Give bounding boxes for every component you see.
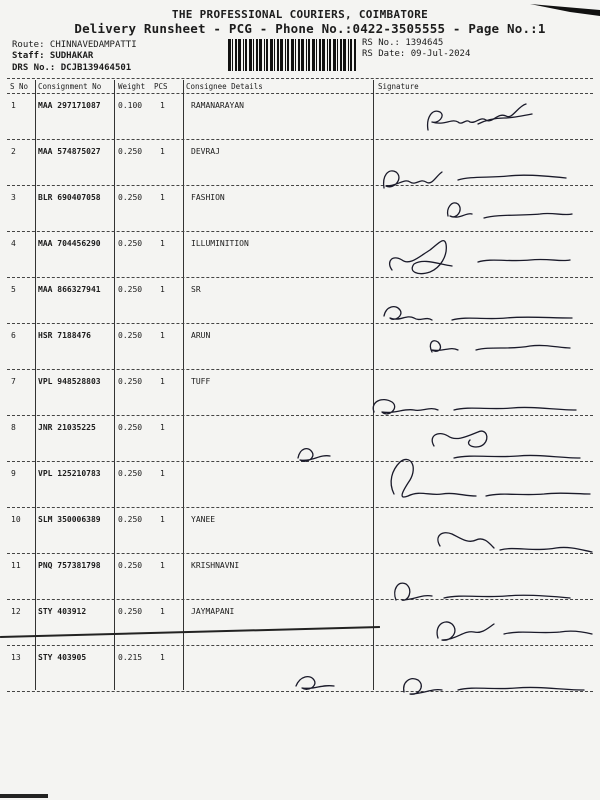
cell-consignee: YANEE xyxy=(191,515,216,524)
cell-weight: 0.250 xyxy=(118,147,143,156)
drs-number: DRS No.: DCJB139464501 xyxy=(12,63,132,73)
signature-3 xyxy=(448,203,472,217)
scan-artifact-line xyxy=(0,626,380,638)
cell-sno: 3 xyxy=(11,193,16,202)
barcode-bar xyxy=(337,39,338,71)
cell-pcs: 1 xyxy=(160,331,165,340)
cell-weight: 0.250 xyxy=(118,561,143,570)
barcode-bar xyxy=(228,39,231,71)
col-header-consignment: Consignment No xyxy=(38,82,102,91)
barcode-bar xyxy=(340,39,342,71)
cell-consignment: STY 403905 xyxy=(38,653,87,662)
cell-consignee: JAYMAPANI xyxy=(191,607,235,616)
barcode-bar xyxy=(291,39,294,71)
cell-weight: 0.250 xyxy=(118,377,143,386)
barcode-bar xyxy=(270,39,273,71)
barcode-bar xyxy=(264,39,265,71)
cell-consignee: ARUN xyxy=(191,331,211,340)
cell-weight: 0.250 xyxy=(118,607,143,616)
cell-consignment: MAA 297171087 xyxy=(38,101,101,110)
row-separator xyxy=(7,645,593,646)
cell-consignment: SLM 350006389 xyxy=(38,515,101,524)
signature-7 xyxy=(373,400,438,414)
barcode-bar xyxy=(235,39,237,71)
cell-pcs: 1 xyxy=(160,607,165,616)
barcode-icon xyxy=(228,39,356,71)
cell-pcs: 1 xyxy=(160,423,165,432)
row-separator xyxy=(7,507,593,508)
signature-5 xyxy=(384,307,432,320)
row-separator xyxy=(7,461,593,462)
company-title: THE PROFESSIONAL COURIERS, COIMBATORE xyxy=(171,8,429,21)
barcode-bar xyxy=(256,39,258,71)
row-separator xyxy=(7,277,593,278)
runsheet-title: Delivery Runsheet - PCG - Phone No.:0422-3505555 - Page No.:1 xyxy=(74,21,546,36)
cell-sno: 7 xyxy=(11,377,16,386)
col-header-consignee: Consignee Details xyxy=(186,82,263,91)
cell-consignment: MAA 866327941 xyxy=(38,285,101,294)
barcode-bar xyxy=(329,39,331,71)
cell-pcs: 1 xyxy=(160,239,165,248)
cell-weight: 0.250 xyxy=(118,239,143,248)
signature-1 xyxy=(428,104,526,130)
cell-consignment: HSR 7188476 xyxy=(38,331,91,340)
cell-pcs: 1 xyxy=(160,193,165,202)
cell-sno: 1 xyxy=(11,101,16,110)
cell-weight: 0.250 xyxy=(118,285,143,294)
barcode-bar xyxy=(301,39,304,71)
cell-sno: 12 xyxy=(11,607,21,616)
cell-pcs: 1 xyxy=(160,147,165,156)
cell-sno: 2 xyxy=(11,147,16,156)
cell-pcs: 1 xyxy=(160,653,165,662)
cell-consignee: TUFF xyxy=(191,377,211,386)
barcode-bar xyxy=(253,39,254,71)
signature-9 xyxy=(391,459,476,497)
cell-pcs: 1 xyxy=(160,101,165,110)
cell-consignee: ILLUMINITION xyxy=(191,239,249,248)
cell-consignment: PNQ 757381798 xyxy=(38,561,101,570)
cell-sno: 6 xyxy=(11,331,16,340)
signature-6 xyxy=(430,341,458,352)
row-separator xyxy=(7,323,593,324)
barcode-bar xyxy=(316,39,317,71)
staff-label: Staff: SUDHAKAR xyxy=(12,51,94,61)
barcode-bar xyxy=(277,39,279,71)
barcode-bar xyxy=(343,39,346,71)
barcode-bar xyxy=(285,39,286,71)
row-separator xyxy=(7,415,593,416)
cell-consignee: KRISHNAVNI xyxy=(191,561,240,570)
cell-pcs: 1 xyxy=(160,377,165,386)
rs-date: RS Date: 09-Jul-2024 xyxy=(362,49,471,59)
signature-4 xyxy=(390,241,452,274)
cell-sno: 8 xyxy=(11,423,16,432)
cell-weight: 0.250 xyxy=(118,469,143,478)
row-separator xyxy=(7,369,593,370)
cell-consignment: VPL 948528803 xyxy=(38,377,101,386)
barcode-bar xyxy=(354,39,356,71)
cell-consignment: STY 403912 xyxy=(38,607,87,616)
cell-weight: 0.250 xyxy=(118,331,143,340)
cell-sno: 13 xyxy=(11,653,21,662)
barcode-bar xyxy=(249,39,252,71)
cell-weight: 0.250 xyxy=(118,423,143,432)
col-header-signature: Signature xyxy=(378,82,419,91)
barcode-bar xyxy=(245,39,247,71)
barcode-bar xyxy=(287,39,289,71)
cell-consignee: DEVRAJ xyxy=(191,147,220,156)
barcode-bar xyxy=(280,39,283,71)
cell-pcs: 1 xyxy=(160,515,165,524)
barcode-bar xyxy=(274,39,275,71)
col-header-weight: Weight xyxy=(118,82,146,91)
barcode-bar xyxy=(306,39,307,71)
cell-weight: 0.250 xyxy=(118,515,143,524)
col-header-pcs: PCS xyxy=(154,82,168,91)
cell-pcs: 1 xyxy=(160,561,165,570)
cell-pcs: 1 xyxy=(160,469,165,478)
signature-10 xyxy=(438,533,494,548)
cell-consignee: FASHION xyxy=(191,193,225,202)
cell-consignment: BLR 690407058 xyxy=(38,193,101,202)
barcode-bar xyxy=(298,39,300,71)
barcode-bar xyxy=(232,39,233,71)
cell-consignee: RAMANARAYAN xyxy=(191,101,244,110)
row-separator xyxy=(7,599,593,600)
col-header-sno: S No xyxy=(10,82,29,91)
scan-artifact-line xyxy=(0,794,48,798)
barcode-bar xyxy=(238,39,241,71)
cell-sno: 5 xyxy=(11,285,16,294)
barcode-bar xyxy=(350,39,352,71)
barcode-bar xyxy=(312,39,315,71)
cell-consignment: MAA 704456290 xyxy=(38,239,101,248)
header-top-rule xyxy=(7,78,593,79)
cell-weight: 0.250 xyxy=(118,193,143,202)
cell-consignment: VPL 125210783 xyxy=(38,469,101,478)
route-label: Route: CHINNAVEDAMPATTI xyxy=(12,40,137,50)
barcode-bar xyxy=(322,39,325,71)
signature-8-stamp xyxy=(298,449,330,462)
barcode-bar xyxy=(259,39,262,71)
cell-consignee: SR xyxy=(191,285,201,294)
barcode-bar xyxy=(333,39,336,71)
cell-weight: 0.100 xyxy=(118,101,143,110)
cell-sno: 9 xyxy=(11,469,16,478)
row-separator xyxy=(7,139,593,140)
barcode-bar xyxy=(327,39,328,71)
signature-13-stamp xyxy=(296,677,334,690)
cell-sno: 4 xyxy=(11,239,16,248)
barcode-bar xyxy=(308,39,310,71)
cell-sno: 10 xyxy=(11,515,21,524)
signature-8 xyxy=(432,431,487,447)
cell-consignment: MAA 574875027 xyxy=(38,147,101,156)
barcode-bar xyxy=(243,39,244,71)
cell-pcs: 1 xyxy=(160,285,165,294)
barcode-bar xyxy=(319,39,321,71)
barcode-bar xyxy=(348,39,349,71)
signature-11 xyxy=(395,583,432,600)
row-separator xyxy=(7,185,593,186)
signature-12 xyxy=(437,622,494,640)
row-separator xyxy=(7,231,593,232)
cell-weight: 0.215 xyxy=(118,653,143,662)
cell-sno: 11 xyxy=(11,561,21,570)
barcode-bar xyxy=(295,39,296,71)
row-separator xyxy=(7,691,593,692)
barcode-bar xyxy=(266,39,268,71)
rs-number: RS No.: 1394645 xyxy=(362,38,444,48)
header-bottom-rule xyxy=(7,93,593,94)
cell-consignment: JNR 21035225 xyxy=(38,423,96,432)
row-separator xyxy=(7,553,593,554)
